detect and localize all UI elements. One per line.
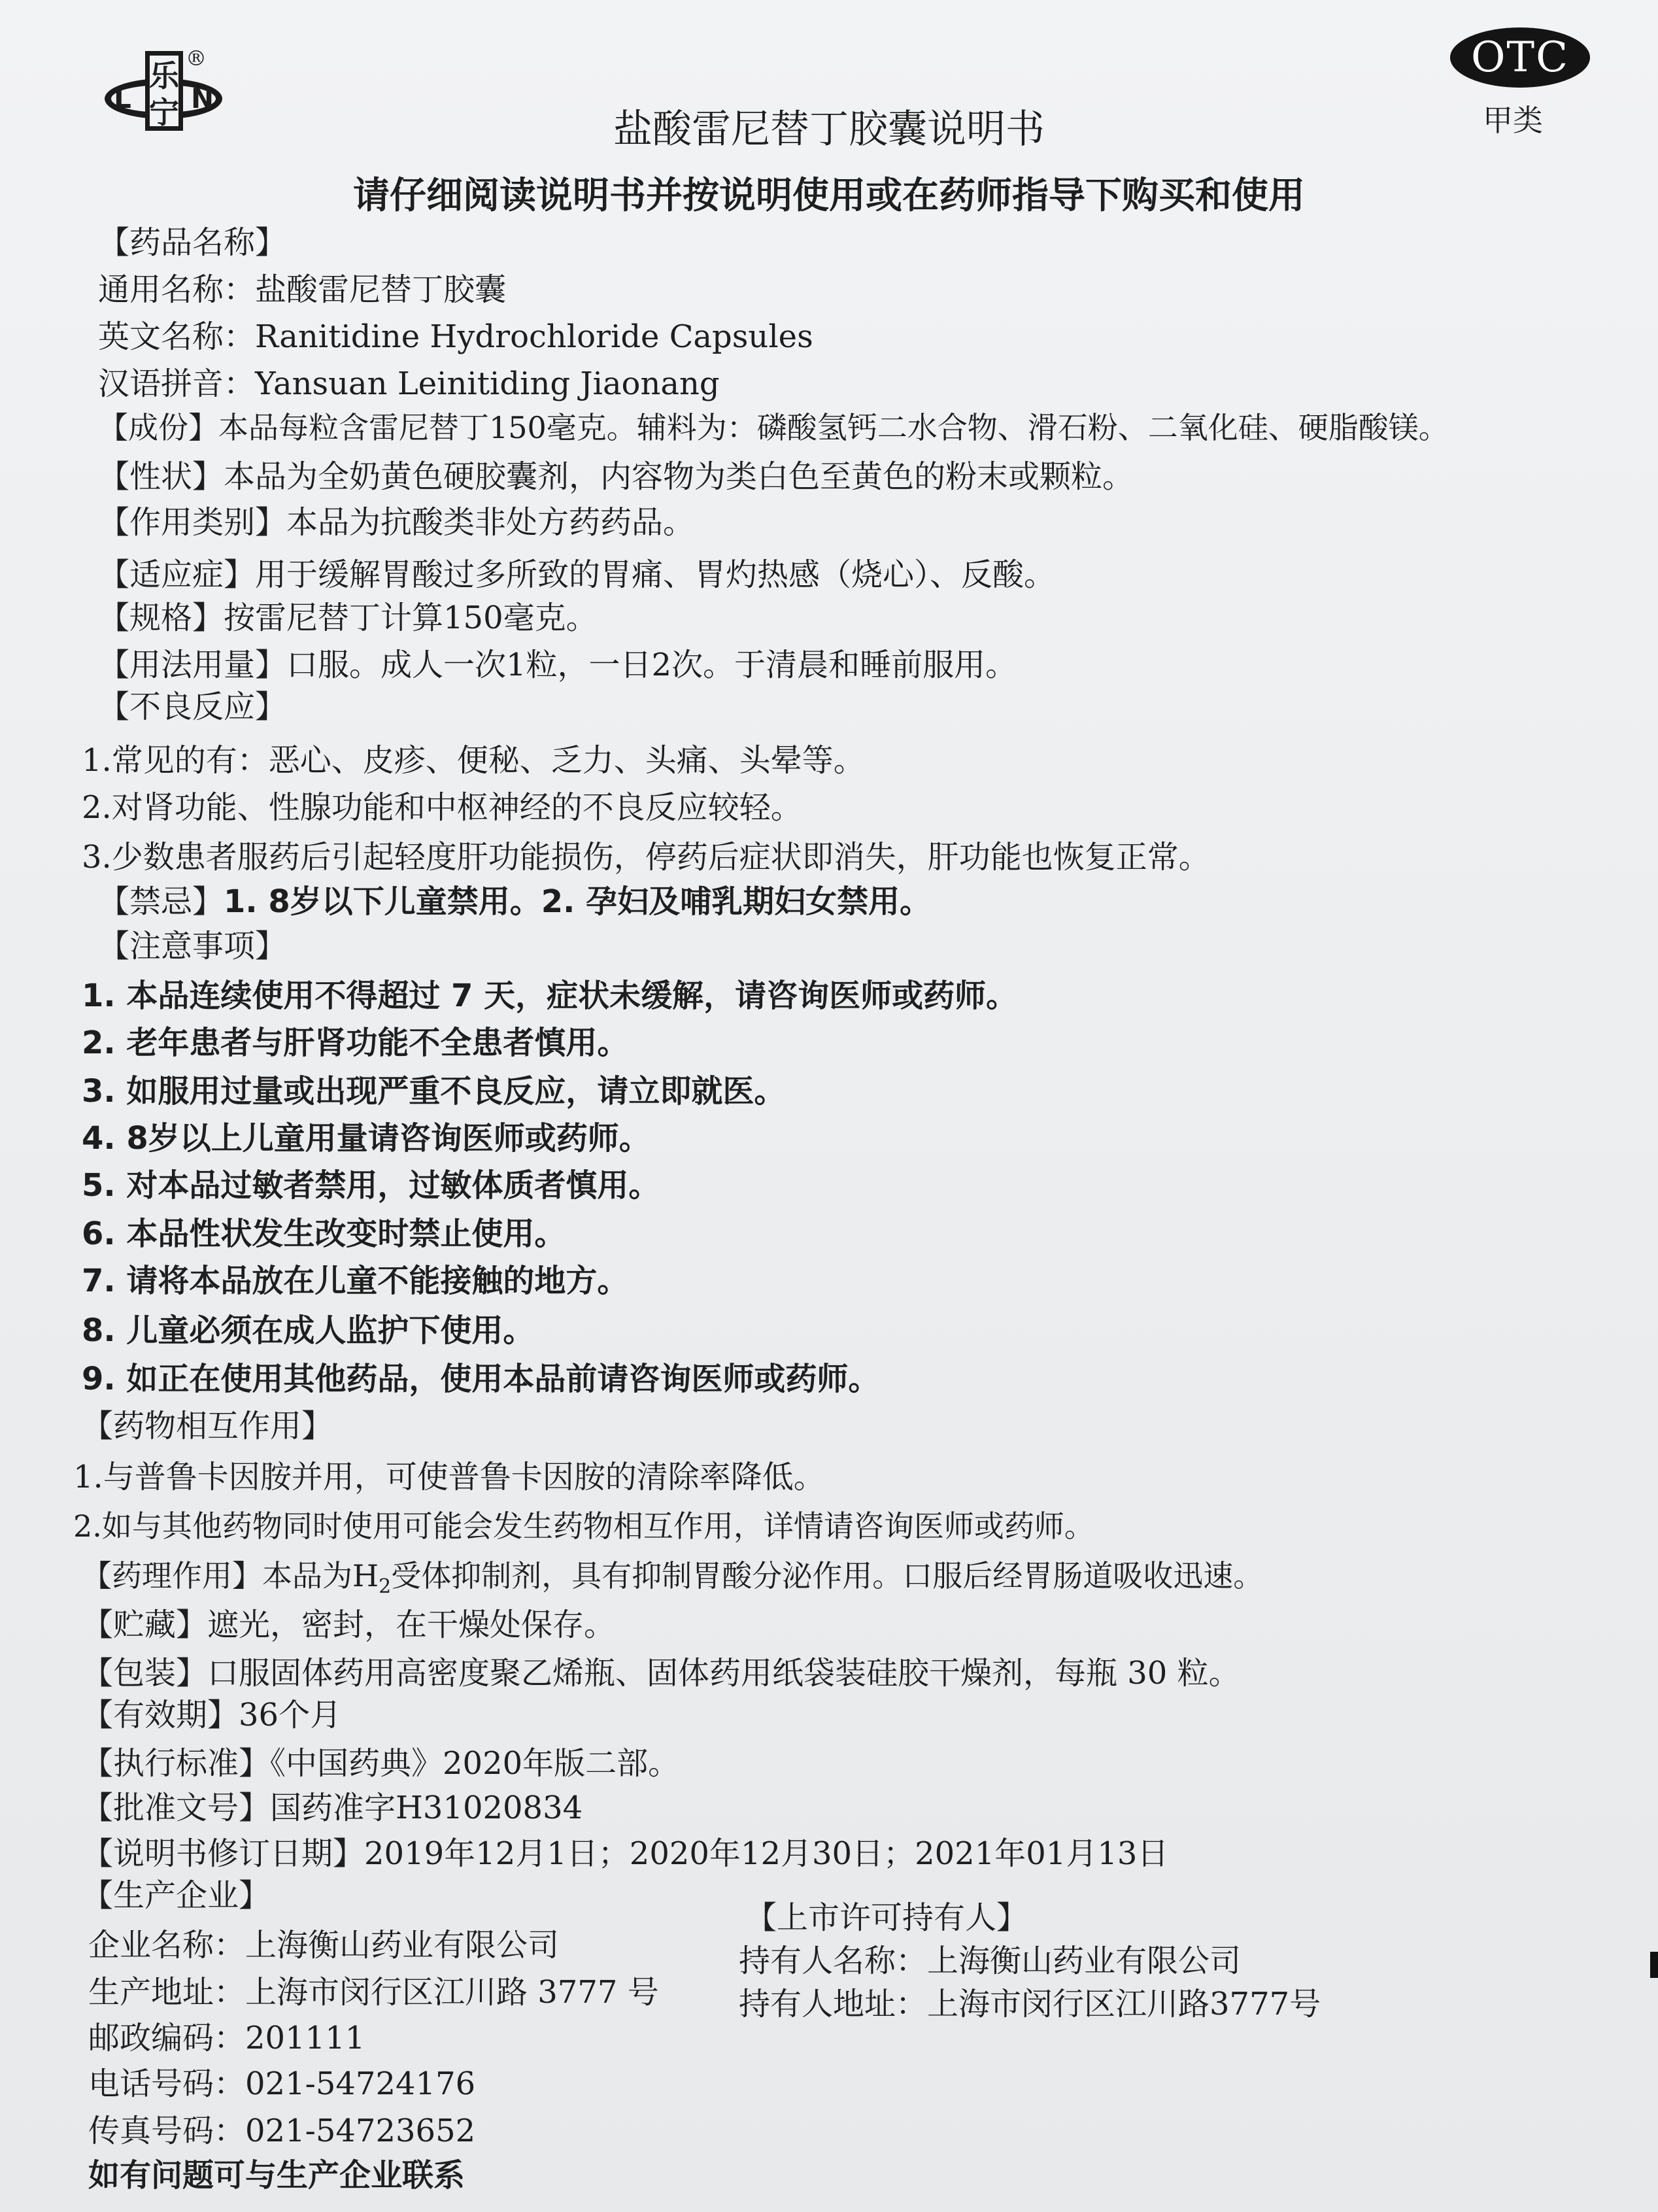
- english-name: 英文名称：Ranitidine Hydrochloride Capsules: [98, 318, 813, 355]
- approval-number: 【批准文号】国药准字H31020834: [82, 1790, 583, 1826]
- pharmacology-prefix: 【药理作用】本品为H: [82, 1558, 379, 1593]
- otc-class: 甲类: [1483, 103, 1543, 138]
- interaction-item: 1.与普鲁卡因胺并用，可使普鲁卡因胺的清除率降低。: [73, 1459, 825, 1495]
- caution-item: 8. 儿童必须在成人监护下使用。: [82, 1312, 535, 1349]
- pinyin-name: 汉语拼音：Yansuan Leinitiding Jiaonang: [98, 366, 720, 402]
- appearance: 【性状】本品为全奶黄色硬胶囊剂，内容物为类白色至黄色的粉末或颗粒。: [98, 458, 1134, 495]
- edge-mark: [1650, 1952, 1658, 1978]
- manufacturer-name: 企业名称：上海衡山药业有限公司: [88, 1927, 560, 1964]
- contraindications: [98, 876, 931, 921]
- logo-letter-right: N: [191, 82, 214, 114]
- indications: 【适应症】用于缓解胃酸过多所致的胃痛、胃灼热感（烧心）、反酸。: [98, 556, 1056, 593]
- logo-letter-left: L: [114, 82, 131, 114]
- caution-item: 1. 本品连续使用不得超过 7 天，症状未缓解，请咨询医师或药师。: [82, 978, 1018, 1014]
- composition: 【成份】本品每粒含雷尼替丁150毫克。辅料为：磷酸氢钙二水合物、滑石粉、二氧化硅、硬脂酸镁。: [98, 410, 1449, 445]
- revision-dates: 【说明书修订日期】2019年12月1日；2020年12月30日；2021年01月13日: [82, 1835, 1169, 1872]
- generic-name: 通用名称：盐酸雷尼替丁胶囊: [98, 271, 507, 308]
- holder-name: 持有人名称：上海衡山药业有限公司: [739, 1943, 1242, 1979]
- contact-note: 如有问题可与生产企业联系: [88, 2157, 465, 2194]
- caution-item: 7. 请将本品放在儿童不能接触的地方。: [82, 1263, 629, 1299]
- section-holder-heading: 【上市许可持有人】: [745, 1899, 1028, 1936]
- adverse-item: 2.对肾功能、性腺功能和中枢神经的不良反应较轻。: [82, 789, 802, 826]
- otc-badge: OTC: [1450, 27, 1590, 88]
- caution-item: 5. 对本品过敏者禁用，过敏体质者慎用。: [82, 1167, 660, 1204]
- postcode: 邮政编码：201111: [88, 2020, 365, 2056]
- contraindications-label: 【禁忌】: [98, 883, 224, 920]
- contraindications-text: 1. 8岁以下儿童禁用。2. 孕妇及哺乳期妇女禁用。: [224, 883, 932, 920]
- dosage: 【用法用量】口服。成人一次1粒，一日2次。于清晨和睡前服用。: [98, 647, 1017, 683]
- section-manufacturer-heading: 【生产企业】: [82, 1877, 271, 1914]
- registered-mark: ®: [186, 46, 207, 71]
- pharmacology-suffix: 受体抑制剂，具有抑制胃酸分泌作用。口服后经胃肠道吸收迅速。: [391, 1558, 1264, 1593]
- packaging: 【包装】口服固体药用高密度聚乙烯瓶、固体药用纸袋装硅胶干燥剂，每瓶 30 粒。: [82, 1655, 1240, 1692]
- caution-item: 4. 8岁以上儿童用量请咨询医师或药师。: [82, 1120, 651, 1157]
- logo-char-top: 乐: [149, 58, 179, 94]
- caution-item: 9. 如正在使用其他药品，使用本品前请咨询医师或药师。: [82, 1361, 880, 1397]
- validity: 【有效期】36个月: [82, 1697, 342, 1733]
- adverse-item: 1.常见的有：恶心、皮疹、便秘、乏力、头痛、头晕等。: [82, 742, 865, 779]
- storage: 【贮藏】遮光，密封，在干燥处保存。: [82, 1607, 616, 1643]
- section-interactions-heading: 【药物相互作用】: [82, 1408, 333, 1444]
- pharmacology: [82, 1552, 1263, 1598]
- caution-item: 2. 老年患者与肝肾功能不全患者慎用。: [82, 1025, 629, 1061]
- document-title: 盐酸雷尼替丁胶囊说明书: [613, 107, 1045, 152]
- category: 【作用类别】本品为抗酸类非处方药药品。: [98, 504, 695, 541]
- caution-item: 6. 本品性状发生改变时禁止使用。: [82, 1216, 566, 1252]
- pharmacology-subscript: 2: [379, 1575, 392, 1599]
- interaction-item: 2.如与其他药物同时使用可能会发生药物相互作用，详情请咨询医师或药师。: [73, 1508, 1094, 1544]
- adverse-item: 3.少数患者服药后引起轻度肝功能损伤，停药后症状即消失，肝功能也恢复正常。: [82, 839, 1210, 876]
- specification: 【规格】按雷尼替丁计算150毫克。: [98, 600, 598, 636]
- logo-char-bottom: 宁: [149, 95, 179, 130]
- section-drug-name-heading: 【药品名称】: [98, 224, 287, 261]
- holder-address: 持有人地址：上海市闵行区江川路3777号: [739, 1986, 1321, 2022]
- usage-warning: 请仔细阅读说明书并按说明使用或在药师指导下购买和使用: [353, 175, 1305, 217]
- section-cautions-heading: 【注意事项】: [98, 928, 287, 964]
- manufacturer-address: 生产地址：上海市闵行区江川路 3777 号: [88, 1974, 659, 2011]
- execution-standard: 【执行标准】《中国药典》2020年版二部。: [82, 1745, 680, 1782]
- fax: 传真号码：021-54723652: [88, 2113, 476, 2149]
- phone: 电话号码：021-54724176: [88, 2066, 476, 2102]
- caution-item: 3. 如服用过量或出现严重不良反应，请立即就医。: [82, 1073, 786, 1110]
- section-adverse-heading: 【不良反应】: [98, 689, 287, 725]
